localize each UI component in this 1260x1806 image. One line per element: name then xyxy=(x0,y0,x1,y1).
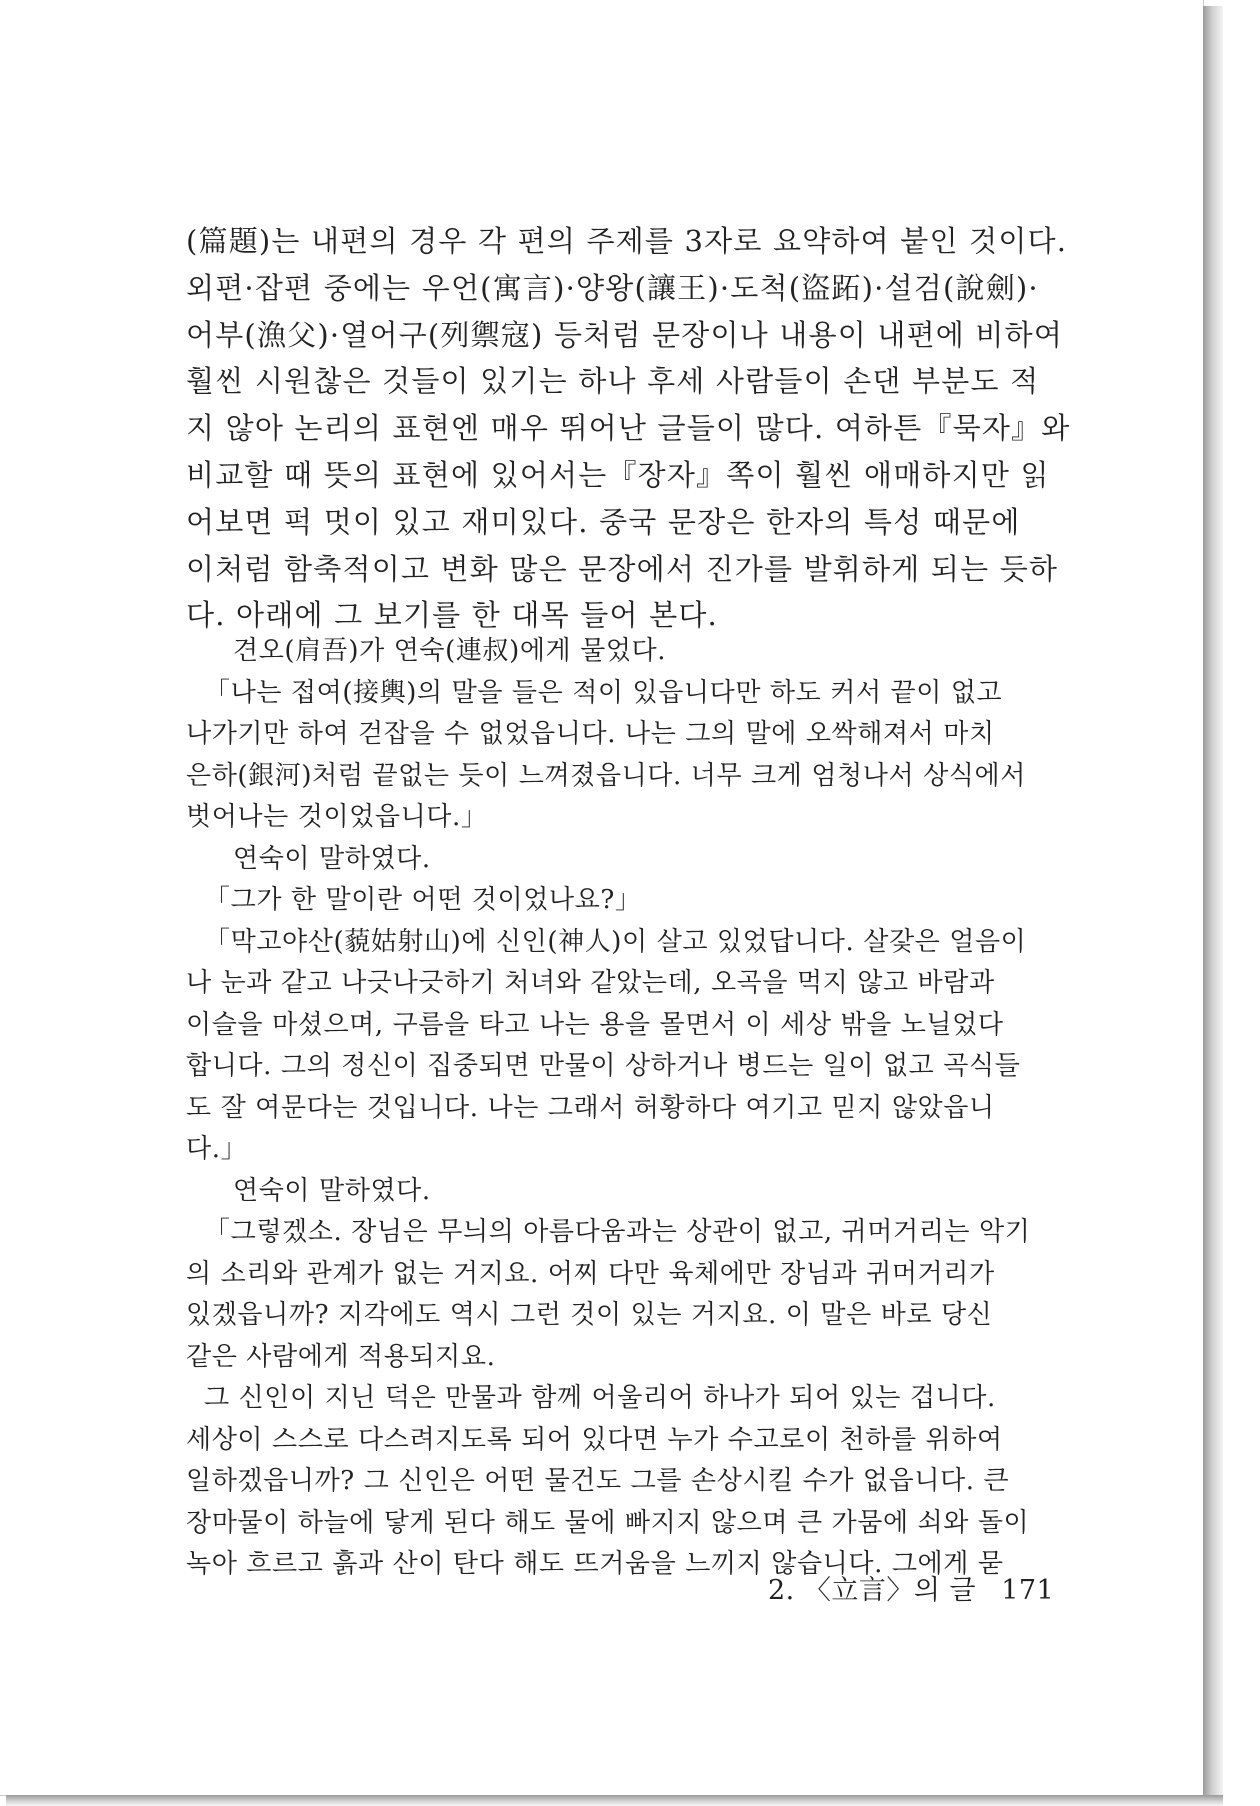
dialogue-line: 벗어나는 것이었읍니다.」 xyxy=(186,802,488,832)
text-line: (篇題)는 내편의 경우 각 편의 주제를 3자로 요약하여 붙인 것이다. xyxy=(186,224,1068,258)
running-head: 2. 〈立言〉의 글 xyxy=(768,1575,977,1606)
dialogue-line: 나가기만 하여 걷잡을 수 없었읍니다. 나는 그의 말에 오싹해져서 마치 xyxy=(186,719,995,749)
text-line: 외편·잡편 중에는 우언(寓言)·양왕(讓王)·도척(盜跖)·설검(說劍)· xyxy=(186,270,1039,305)
dialogue-line: 합니다. 그의 정신이 집중되면 만물이 상하거나 병드는 일이 없고 곡식들 xyxy=(186,1051,1021,1081)
page-footer xyxy=(768,1568,1054,1607)
dialogue-line: 그 신인이 지닌 덕은 만물과 함께 어울리어 하나가 되어 있는 겁니다. xyxy=(204,1383,996,1413)
dialogue-line: 「나는 접여(接輿)의 말을 들은 적이 있읍니다만 하도 커서 끝이 없고 xyxy=(204,677,1003,708)
dialogue-line: 도 잘 여문다는 것입니다. 나는 그래서 허황하다 여기고 믿지 않았읍니 xyxy=(186,1092,995,1123)
dialogue-line: 다.」 xyxy=(186,1134,248,1164)
text-line: 훨씬 시원찮은 것들이 있기는 하나 후세 사람들이 손댄 부분도 적 xyxy=(186,364,1040,399)
dialogue-line: 의 소리와 관계가 없는 거지요. 어찌 다만 육체에만 장님과 귀머거리가 xyxy=(186,1258,995,1289)
dialogue-line: 견오(肩吾)가 연숙(連叔)에게 물었다. xyxy=(233,636,667,666)
text-line: 지 않아 논리의 표현엔 매우 뛰어난 글들이 많다. 여하튼『묵자』와 xyxy=(186,411,1071,446)
text-line: 어부(漁父)·열어구(列禦寇) 등처럼 문장이나 내용이 내편에 비하여 xyxy=(186,317,1064,352)
intro-paragraph xyxy=(186,218,1071,639)
page-edge-shadow xyxy=(6,1795,1223,1806)
dialogue-line: 같은 사람에게 적용되지요. xyxy=(186,1341,496,1372)
page-number: 171 xyxy=(1001,1575,1055,1606)
text-line: 비교할 때 뜻의 표현에 있어서는『장자』쪽이 훨씬 애매하지만 읽 xyxy=(186,457,1050,492)
dialogue-line: 있겠읍니까? 지각에도 역시 그런 것이 있는 거지요. 이 말은 바로 당신 xyxy=(186,1300,993,1330)
dialogue-line: 은하(銀河)처럼 끝없는 듯이 느껴졌읍니다. 너무 크게 엄청나서 상식에서 xyxy=(186,760,1026,791)
dialogue-line: 세상이 스스로 다스려지도록 되어 있다면 누가 수고로이 천하를 위하여 xyxy=(186,1424,1003,1455)
dialogue-line: 나 눈과 같고 나긋나긋하기 처녀와 같았는데, 오곡을 먹지 않고 바람과 xyxy=(186,968,995,998)
text-line: 다. 아래에 그 보기를 한 대목 들어 본다. xyxy=(186,598,718,633)
dialogue-line: 「막고야산(藐姑射山)에 신인(神人)이 살고 있었답니다. 살갗은 얼음이 xyxy=(204,926,1027,957)
dialogue-line: 일하겠읍니까? 그 신인은 어떤 물건도 그를 손상시킬 수가 없읍니다. 큰 xyxy=(186,1466,1010,1496)
dialogue-line: 「그가 한 말이란 어떤 것이었나요?」 xyxy=(204,885,642,915)
page-edge-shadow xyxy=(1203,6,1223,1806)
dialogue-line: 이슬을 마셨으며, 구름을 타고 나는 용을 몰면서 이 세상 밖을 노닐었다 xyxy=(186,1009,1004,1040)
text-line: 이처럼 함축적이고 변화 많은 문장에서 진가를 발휘하게 되는 듯하 xyxy=(186,551,1059,586)
dialogue-line: 「그렇겠소. 장님은 무늬의 아름다움과는 상관이 없고, 귀머거리는 악기 xyxy=(204,1217,1031,1247)
dialogue-line: 녹아 흐르고 흙과 산이 탄다 해도 뜨거움을 느끼지 않습니다. 그에게 묻 xyxy=(186,1549,1004,1579)
text-line: 어보면 퍽 멋이 있고 재미있다. 중국 문장은 한자의 특성 때문에 xyxy=(186,504,1021,539)
quoted-dialogue xyxy=(186,631,1031,1586)
dialogue-line: 연숙이 말하였다. xyxy=(233,843,431,874)
dialogue-line: 연숙이 말하였다. xyxy=(233,1175,431,1206)
dialogue-line: 장마물이 하늘에 닿게 된다 해도 물에 빠지지 않으며 큰 가뭄에 쇠와 돌이 xyxy=(186,1507,1030,1538)
